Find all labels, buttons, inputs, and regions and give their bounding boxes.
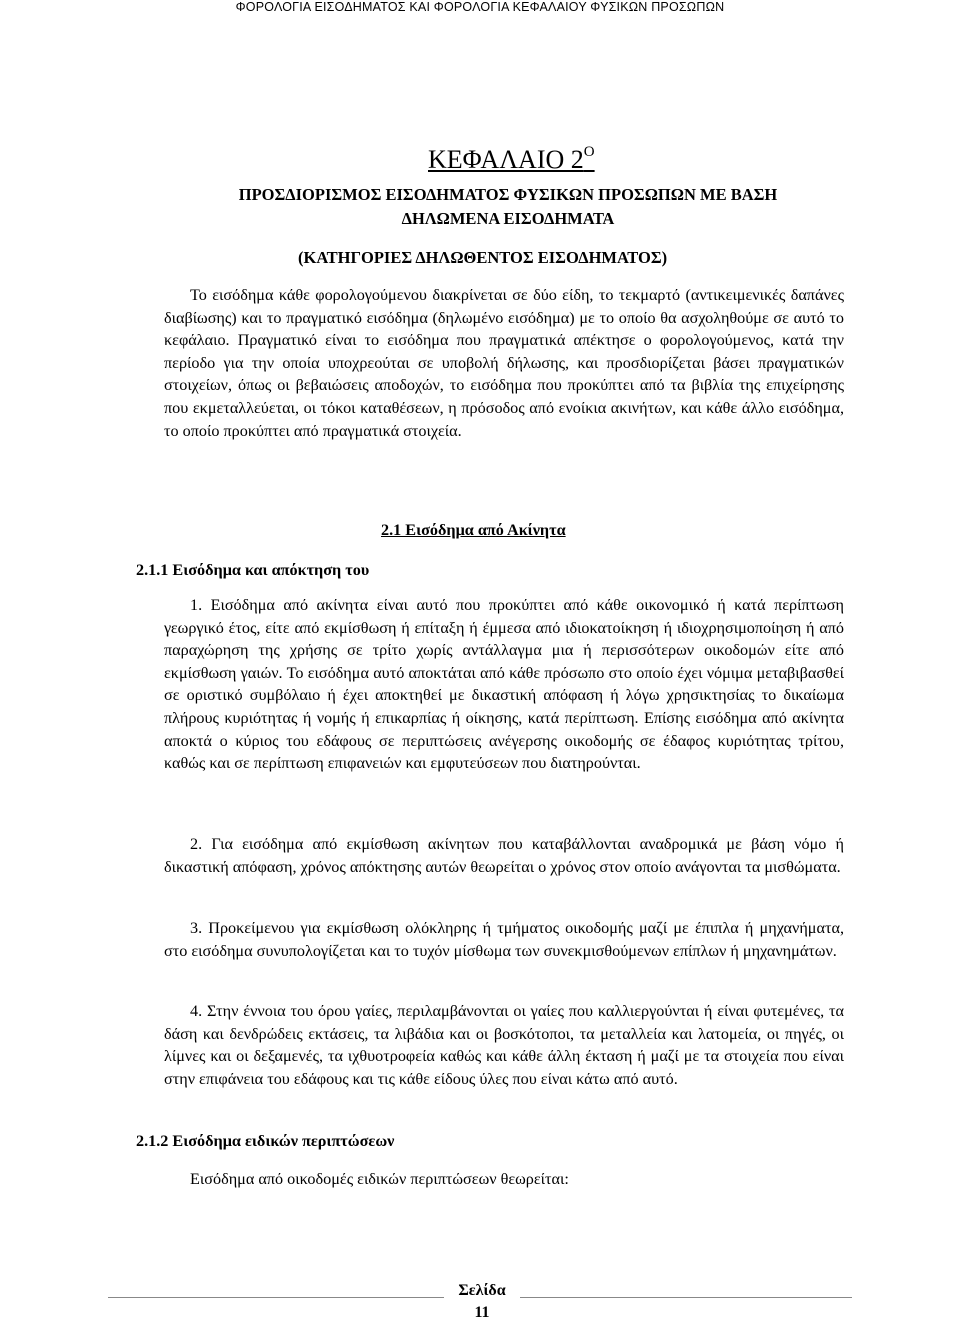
running-head: ΦΟΡΟΛΟΓΙΑ ΕΙΣΟΔΗΜΑΤΟΣ ΚΑΙ ΦΟΡΟΛΟΓΙΑ ΚΕΦΑΛΑΙΟΥ ΦΥΣΙΚΩΝ ΠΡΟΣΩΠΩΝ	[235, 0, 725, 14]
section-2-1-1-heading: 2.1.1 Εισόδημα και απόκτηση του	[136, 561, 370, 579]
paragraph-2: 2. Για εισόδημα από εκμίσθωση ακίνητων που καταβάλλονται αναδρομικά με βάση νόμο ή δικαστική απόφαση, χρόνος απόκτησης αυτών θεωρείται ο χρόνος στον οποίο ανάγονται τα μισθώματα.	[164, 835, 844, 876]
paragraph-1: 1. Εισόδημα από ακίνητα είναι αυτό που προκύπτει από κάθε οικονομικό ή κατά περίπτωση γεωργικό έτος, είτε από εκμίσθωση ή επίταξη ή έμμεσα από ιδιοκατοίκηση ή ιδιοχρησιμοποίηση ή από παραχώρηση της χρήσης σε τρίτο χωρίς αντάλλαγμα μια ή περισσότερων οικοδομών είτε από εκμίσθωση γαιών. Το εισόδημα αυτό αποκτάται από κάθε πρόσωπο στο οποίο έχει νόμιμα μεταβιβασθεί σε οριστικό συμβόλαιο ή έχει αποκτηθεί με δικαστική απόφαση ή λόγω χρησικτησίας το δικαίωμα πλήρους κυριότητας ή νομής ή επικαρπίας ή οίκησης, κατά περίπτωση. Επίσης εισόδημα από ακίνητα αποκτά ο κύριος του εδάφους σε περιπτώσεις ανέγερσης οικοδομής σε έδαφος κυριότητας τρίτου, καθώς και σε περίπτωση επιφανειών και εμφυτεύσεων που διατηρούνται.	[164, 596, 844, 773]
section-2-1-heading: 2.1 Εισόδημα από Ακίνητα	[381, 521, 566, 539]
chapter-heading	[428, 136, 595, 176]
chapter-label: ΚΕΦΑΛΑΙΟ 2	[428, 145, 584, 174]
page-number: 11	[474, 1304, 490, 1321]
title-line-2: ΔΗΛΩΜΕΝΑ ΕΙΣΟΔΗΜΑΤΑ	[401, 209, 615, 228]
title-line-1: ΠΡΟΣΔΙΟΡΙΣΜΟΣ ΕΙΣΟΔΗΜΑΤΟΣ ΦΥΣΙΚΩΝ ΠΡΟΣΩΠΩΝ ΜΕ ΒΑΣΗ	[238, 185, 778, 204]
subtitle: (ΚΑΤΗΓΟΡΙΕΣ ΔΗΛΩΘΕΝΤΟΣ ΕΙΣΟΔΗΜΑΤΟΣ)	[298, 248, 668, 267]
page-footer	[444, 1280, 520, 1324]
intro-paragraph: Το εισόδημα κάθε φορολογούμενου διακρίνεται σε δύο είδη, το τεκμαρτό (αντικειμενικές δαπάνες διαβίωσης) και το πραγματικό εισόδημα (δηλωμένο εισόδημα) με το οποίο θα ασχοληθούμε σε αυτό το κεφάλαιο. Πραγματικό είναι το εισόδημα που πραγματικά απέκτησε ο φορολογούμενος, κατά την περίοδο για την οποία υποχρεούται σε υποβολή δήλωσης, και προσδιορίζεται βάσει πραγματικών στοιχείων, όπως οι βεβαιώσεις αποδοχών, το εισόδημα που προκύπτει από τα βιβλία της επιχείρησης που εκμεταλλεύεται, οι τόκοι καταθέσεων, η πρόσοδος από ενοίκια ακινήτων, και κάθε άλλο εισόδημα, το οποίο προκύπτει από πραγματικά στοιχεία.	[164, 286, 844, 440]
footer-label: Σελίδα	[458, 1282, 506, 1299]
paragraph-3: 3. Προκείμενου για εκμίσθωση ολόκληρης ή τμήματος οικοδομής μαζί με έπιπλα ή μηχανήματα, στο εισόδημα συνυπολογίζεται και το τυχόν μίσθωμα των συνεκμισθούμενων επίπλων ή μηχανημάτων.	[164, 919, 844, 960]
paragraph-5: Εισόδημα από οικοδομές ειδικών περιπτώσεων θεωρείται:	[190, 1170, 569, 1188]
section-2-1-2-heading: 2.1.2 Εισόδημα ειδικών περιπτώσεων	[136, 1132, 395, 1150]
footer-rule-right	[520, 1297, 852, 1298]
chapter-superscript: Ο	[583, 144, 595, 160]
footer-rule-left	[108, 1297, 444, 1298]
paragraph-4: 4. Στην έννοια του όρου γαίες, περιλαμβάνονται οι γαίες που καλλιεργούνται ή είναι φυτεμένες, τα δάση και δενδρώδεις εκτάσεις, τα λιβάδια και οι βοσκότοποι, τα μεταλλεία και λατομεία, οι πηγές, οι λίμνες και οι δεξαμενές, τα ιχθυοτροφεία καθώς και κάθε άλλη έκταση ή μαζί με τα στοιχεία που είναι στην επιφάνεια του εδάφους και τις κάθε είδους ύλες που είναι κάτω από αυτό.	[164, 1002, 844, 1088]
